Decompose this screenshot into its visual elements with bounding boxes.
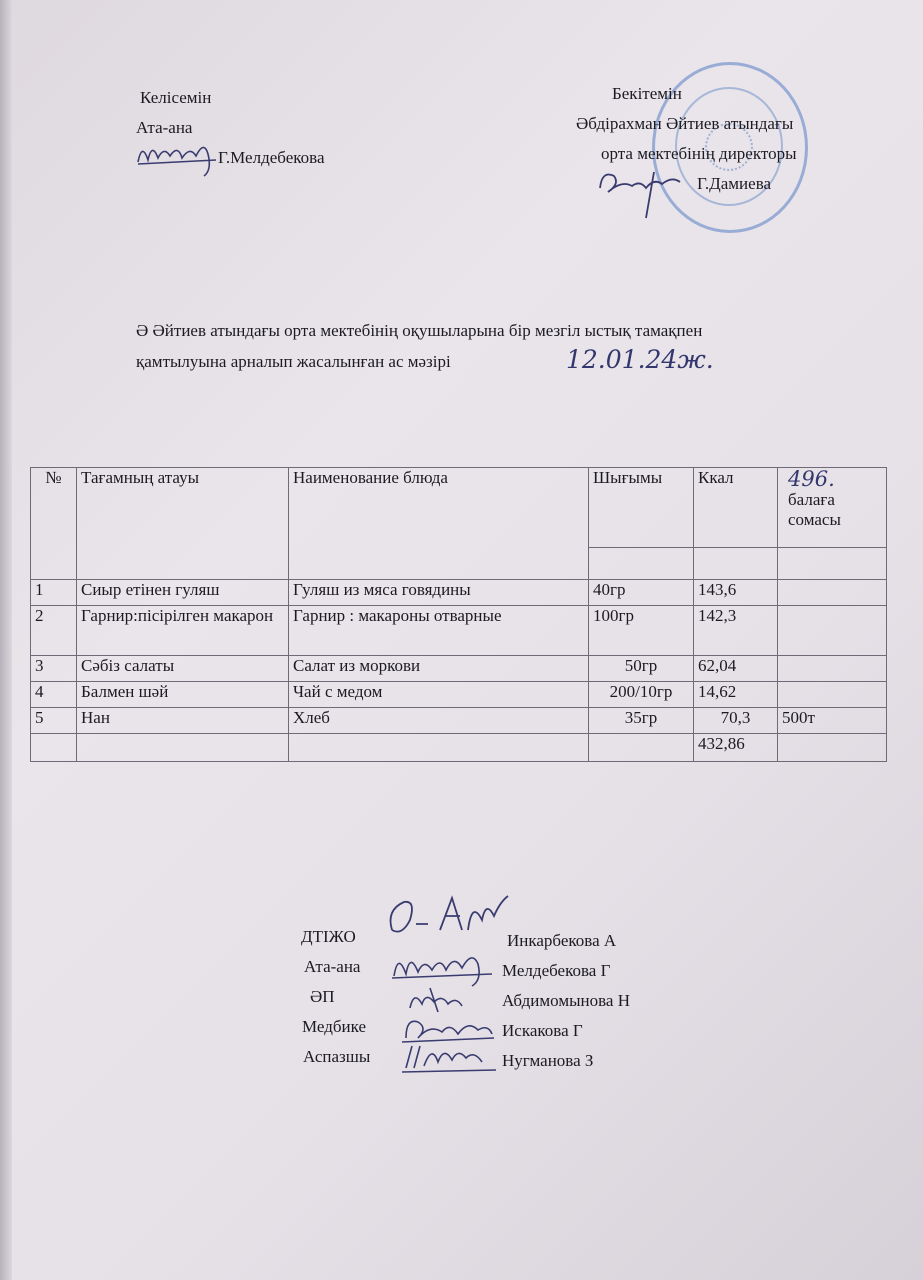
menu-table [30,467,887,762]
cell-name-ru: Гуляш из мяса говядины [289,580,589,606]
cell-empty [778,734,887,762]
signatory-role: ӘП [310,987,335,1006]
header-yield: Шығымы [589,468,694,548]
approval-left-title: Келісемін [140,88,212,107]
cell-no: 5 [31,708,77,734]
subheader-cell [694,548,778,580]
cell-name-ru: Гарнир : макароны отварные [289,606,589,656]
cell-empty [289,734,589,762]
cell-name-ru: Салат из моркови [289,656,589,682]
table-row [31,606,887,656]
cell-name-kz: Гарнир:пісірілген макарон [77,606,289,656]
cell-no: 4 [31,682,77,708]
cell-yield: 100гр [589,606,694,656]
signatory-role: ДТІЖО [301,927,356,946]
approval-right-title: Бекітемін [612,84,682,103]
cell-price: 500т [778,708,887,734]
signature-inkarbekova [376,890,516,946]
approval-right-name: Г.Дамиева [697,174,772,193]
cell-kcal: 62,04 [694,656,778,682]
cell-yield: 40гр [589,580,694,606]
signatory-name: Абдимомынова Н [502,991,630,1010]
handwritten-date: 12.01.24ж. [566,345,714,374]
cell-price [778,682,887,708]
table-row [31,708,887,734]
signatory-name: Мелдебекова Г [502,961,611,980]
table-header-row [31,468,887,548]
cell-total-kcal: 432,86 [694,734,778,762]
cell-kcal: 142,3 [694,606,778,656]
header-name-ru: Наименование блюда [289,468,589,580]
cell-yield: 50гр [589,656,694,682]
cell-kcal: 70,3 [694,708,778,734]
cell-name-ru: Хлеб [289,708,589,734]
table-row [31,656,887,682]
signatory-name: Искакова Г [502,1021,583,1040]
handwritten-price: 496. [788,467,835,491]
cell-no: 2 [31,606,77,656]
header-price [778,468,887,548]
header-kcal: Ккал [694,468,778,548]
cell-empty [31,734,77,762]
cell-name-ru: Чай с медом [289,682,589,708]
header-price-label: балаға сомасы [788,490,841,529]
cell-empty [77,734,289,762]
cell-yield: 200/10гр [589,682,694,708]
signature-meldebekova-top [134,136,224,178]
cell-yield: 35гр [589,708,694,734]
approval-right-line2: орта мектебінің директоры [601,144,797,163]
header-name-kz: Тағамның атауы [77,468,289,580]
cell-name-kz: Сәбіз салаты [77,656,289,682]
heading-line1: Ә Әйтиев атындағы орта мектебінің оқушыларына бір мезгіл ыстық тамақпен [136,321,703,340]
signature-nugmanova [398,1036,498,1076]
cell-kcal: 143,6 [694,580,778,606]
cell-price [778,656,887,682]
signatory-role: Аспазшы [303,1047,371,1066]
approval-left-name: Г.Мелдебекова [218,148,325,167]
cell-price [778,580,887,606]
cell-name-kz: Балмен шәй [77,682,289,708]
approval-right-line1: Әбдірахман Әйтиев атындағы [576,114,794,133]
signatory-name: Инкарбекова А [507,931,617,950]
heading-line2: қамтылуына арналып жасалынған ас мәзірі [136,352,451,371]
header-no: № [31,468,77,580]
table-total-row [31,734,887,762]
subheader-cell [589,548,694,580]
cell-name-kz: Нан [77,708,289,734]
paper-edge [0,0,12,1280]
cell-empty [589,734,694,762]
cell-no: 3 [31,656,77,682]
subheader-cell [778,548,887,580]
signature-director [592,162,692,222]
cell-kcal: 14,62 [694,682,778,708]
signatory-role: Медбике [302,1017,366,1036]
cell-price [778,606,887,656]
table-row [31,682,887,708]
signatory-role: Ата-ана [304,957,361,976]
cell-name-kz: Сиыр етінен гуляш [77,580,289,606]
table-row [31,580,887,606]
cell-no: 1 [31,580,77,606]
signatory-name: Нугманова З [502,1051,594,1070]
approval-left-role: Ата-ана [136,118,193,137]
